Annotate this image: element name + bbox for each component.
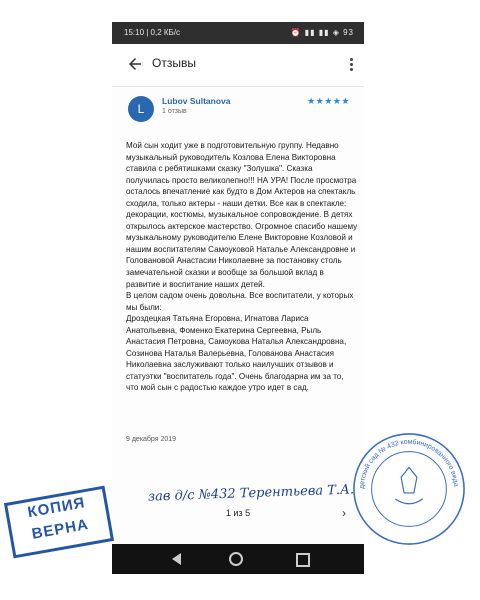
chevron-right-icon[interactable]: › — [342, 506, 346, 520]
avatar[interactable]: L — [128, 96, 154, 122]
official-seal — [350, 430, 468, 548]
status-time: 15:10 | 0,2 КБ/с — [124, 28, 181, 37]
stamp-line: КОПИЯ — [26, 494, 87, 522]
review-header — [112, 86, 364, 138]
rating-stars: ★★★★★ — [307, 96, 350, 106]
app-bar — [112, 44, 364, 87]
handwritten-signature-note: зав д/с №432 Терентьева Т.А. — [147, 482, 355, 505]
arrow-left-icon[interactable] — [126, 55, 144, 73]
review-author[interactable]: Lubov Sultanova — [162, 96, 231, 106]
nav-home-icon[interactable] — [229, 552, 243, 566]
review-paragraph: Дроздецкая Татьяна Егоровна, Игнатова Лариса Анатольевна, Фоменко Екатерина Сергеевна, Рыль Анастасия Петровна, Самоукова Наталья Александровна, Созинова Наталья Валерьевна, Голованова Анастасия Николаевна заслуживают только наилучших отзывов и статуэтки "воспитатель года". Очень благодарна им за то, что мой сын с радостью каждое утро идет в сад. — [126, 314, 347, 393]
copy-certified-stamp — [4, 486, 114, 559]
nav-back-icon[interactable] — [172, 553, 181, 565]
status-bar — [112, 22, 364, 44]
review-text — [126, 140, 358, 394]
pager — [112, 504, 364, 526]
pager-label: 1 из 5 — [225, 508, 251, 518]
nav-recents-icon[interactable] — [296, 553, 310, 567]
svg-text:детский сад № 432 комбинирован — [359, 438, 459, 489]
review-count: 1 отзыв — [162, 108, 187, 115]
review-paragraph: В целом садом очень довольна. Все воспитатели, у которых мы были: — [126, 291, 354, 312]
stamp-line: ВЕРНА — [30, 516, 91, 543]
page-title: Отзывы — [152, 56, 196, 70]
system-nav-bar — [112, 544, 364, 574]
review-paragraph: Мой сын ходит уже в подготовительную группу. Недавно музыкальный руководитель Козлова Елена Викторовна ставила с ребятишками сказку "Золушка". Сказка получилась просто великолепно!!! НА УРА! После просмотра осталось впечатление как будто в Дом Актеров на спектакль сходила, только актеры - наши детки. Все как в спектакле: декорации, костюмы, музыкальное сопровождение. В детях открылось актерское мастерство. Огромное спасибо нашему музыкальному руководителю Елене Викторовне Козловой и нашим воспитателям Самоуковой Наталье Александровне и Головановой Анастасии Николаевне за постановку столь замечательной сказки и вообще за большой вклад в развитие и воспитание наших детей. — [126, 141, 358, 289]
review-date: 9 декабря 2019 — [126, 436, 177, 443]
status-indicators: ⏰ ▮▮ ▮▮ ◈ 93 — [290, 28, 354, 37]
more-vert-icon[interactable] — [350, 58, 354, 72]
seal-text: детский сад № 432 комбинированного вида — [358, 438, 460, 490]
